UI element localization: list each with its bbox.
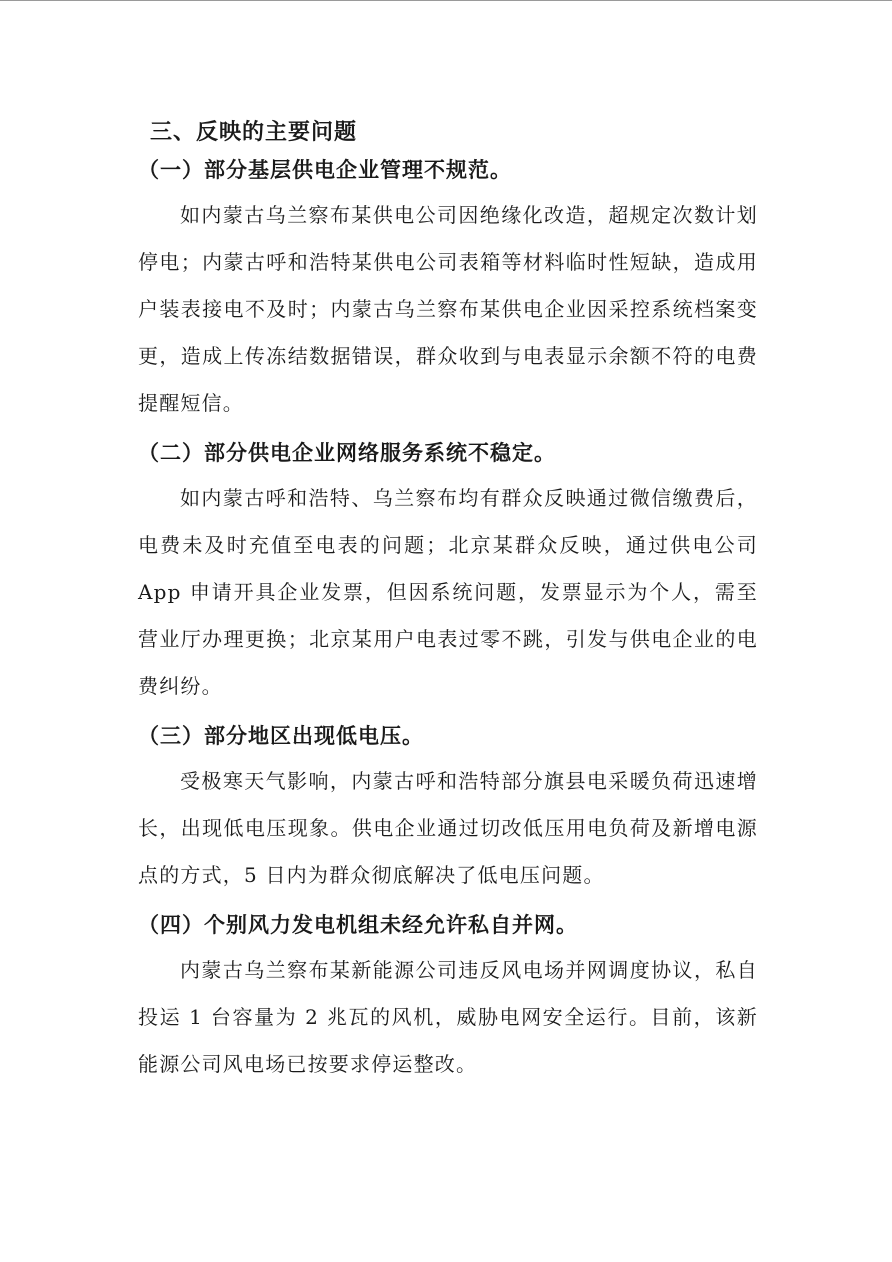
subsection-heading-3: （三）部分地区出现低电压。 <box>138 724 424 748</box>
subsection-body-1: 如内蒙古乌兰察布某供电公司因绝缘化改造，超规定次数计划停电；内蒙古呼和浩特某供电公司表箱等材料临时性短缺，造成用户装表接电不及时；内蒙古乌兰察布某供电企业因采控系统档案变更，造成上传冻结数据错误，群众收到与电表显示余额不符的电费提醒短信。 <box>138 203 758 415</box>
subsection-body-2: 如内蒙古呼和浩特、乌兰察布均有群众反映通过微信缴费后，电费未及时充值至电表的问题；北京某群众反映，通过供电公司 App 申请开具企业发票，但因系统问题，发票显示为个人，需至营业厅办理更换；北京某用户电表过零不跳，引发与供电企业的电费纠纷。 <box>138 486 758 698</box>
subsection-body-3: 受极寒天气影响，内蒙古呼和浩特部分旗县电采暖负荷迅速增长，出现低电压现象。供电企业通过切改低压用电负荷及新增电源点的方式，5 日内为群众彻底解决了低电压问题。 <box>138 769 758 887</box>
subsection-body-4: 内蒙古乌兰察布某新能源公司违反风电场并网调度协议，私自投运 1 台容量为 2 兆瓦的风机，威胁电网安全运行。目前，该新能源公司风电场已按要求停运整改。 <box>138 958 758 1076</box>
page-top-border <box>0 0 892 1</box>
section-title: 三、反映的主要问题 <box>150 120 358 145</box>
subsection-heading-4: （四）个别风力发电机组未经允许私自并网。 <box>138 913 578 937</box>
document-page <box>138 116 758 1094</box>
subsection-heading-1: （一）部分基层供电企业管理不规范。 <box>138 158 512 182</box>
subsection-heading-2: （二）部分供电企业网络服务系统不稳定。 <box>138 441 556 465</box>
